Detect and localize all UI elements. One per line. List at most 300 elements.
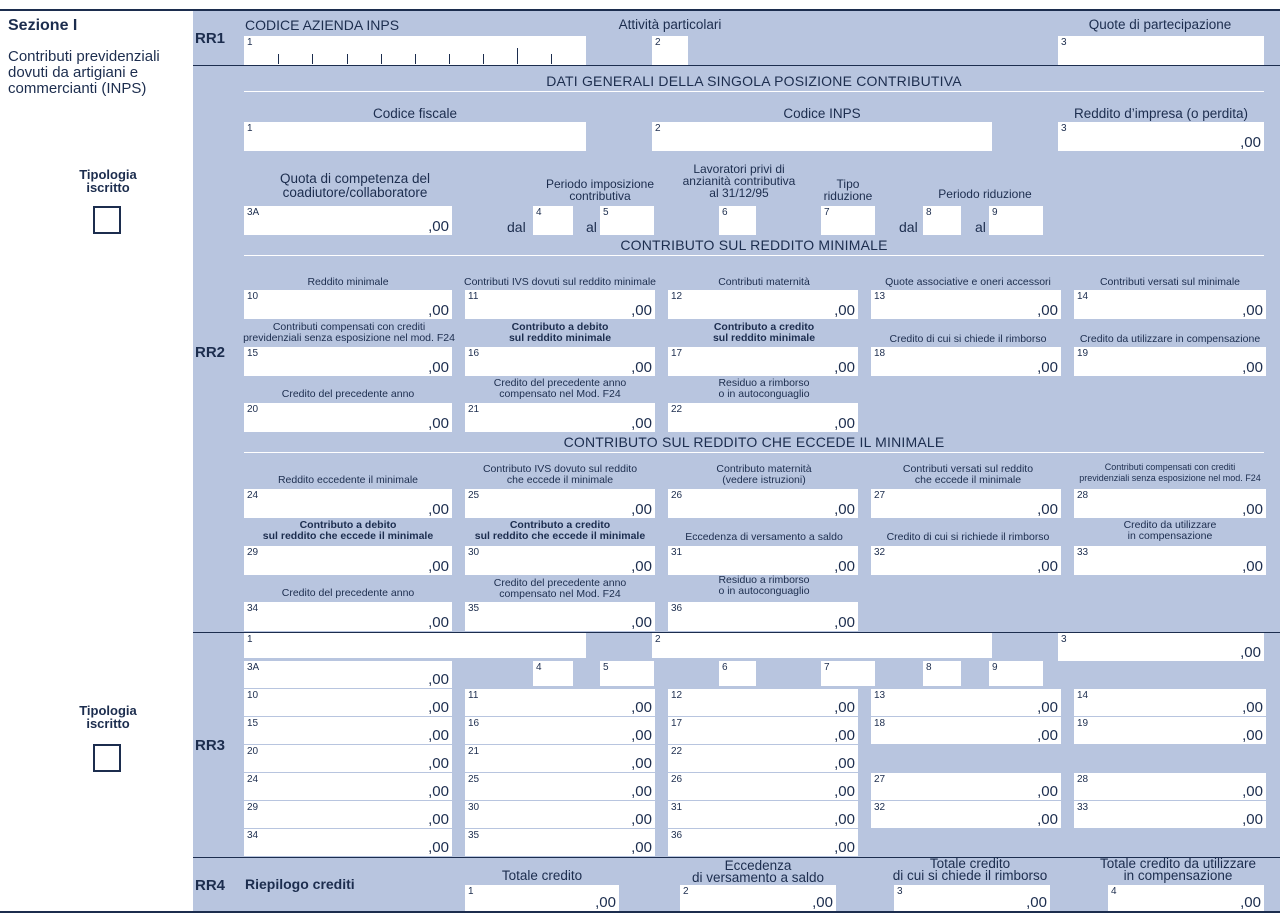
title-line: riduzione <box>823 189 873 203</box>
field-value: ,00 <box>1037 811 1058 828</box>
rr4-field-4[interactable] <box>1108 885 1264 911</box>
title-line: che eccede il minimale <box>506 474 614 486</box>
digit-tick <box>347 54 348 64</box>
field-number: 15 <box>247 348 259 359</box>
title-line: anzianità contributiva <box>682 174 796 188</box>
c35-title <box>462 578 658 600</box>
title-line: in compensazione <box>1127 530 1213 542</box>
row-label-rr1: RR1 <box>195 30 226 47</box>
field-number: 28 <box>1077 774 1089 785</box>
field-value: ,00 <box>631 415 652 432</box>
reddito-impresa-title: Reddito d’impresa (o perdita) <box>1073 106 1249 121</box>
minimale-title: CONTRIBUTO SUL REDDITO MINIMALE <box>620 237 888 253</box>
digit-tick <box>312 54 313 64</box>
field-value: ,00 <box>1037 699 1058 716</box>
title-line: Contributo a debito <box>511 321 609 333</box>
field-value: ,00 <box>1037 501 1058 518</box>
field-value: ,00 <box>428 501 449 518</box>
lavoratori-field[interactable] <box>719 206 756 235</box>
field-number: 9 <box>992 207 998 218</box>
field-31[interactable] <box>668 546 858 575</box>
title-line: Contributo IVS dovuto sul reddito <box>482 463 638 475</box>
field-value: ,00 <box>631 755 652 772</box>
rr3-field-28[interactable] <box>1074 773 1266 800</box>
field-number: 5 <box>603 662 609 673</box>
field-value: ,00 <box>1240 894 1261 911</box>
codice-inps-title: Codice INPS <box>783 106 861 121</box>
rr3-field-24[interactable] <box>244 773 452 800</box>
rr3-field-5[interactable] <box>600 661 654 686</box>
field-17[interactable] <box>668 347 858 376</box>
rr3-field-33[interactable] <box>1074 801 1266 828</box>
field-number: 24 <box>247 490 259 501</box>
title-line: (vedere istruzioni) <box>722 474 806 486</box>
field-35[interactable] <box>465 602 655 631</box>
rr3-field-30[interactable] <box>465 801 655 828</box>
periodo-riduzione-title: Periodo riduzione <box>938 187 1032 201</box>
field-29[interactable] <box>244 546 452 575</box>
c10-title: Reddito minimale <box>307 276 389 288</box>
field-number: 36 <box>671 603 683 614</box>
title-line: compensato nel Mod. F24 <box>499 588 621 600</box>
rr3-field-36[interactable] <box>668 829 858 856</box>
field-value: ,00 <box>1242 699 1263 716</box>
rr3-field-11[interactable] <box>465 689 655 716</box>
field-value: ,00 <box>428 783 449 800</box>
tipologia-label-line2: iscritto <box>86 180 130 195</box>
rr3-field-3[interactable] <box>1058 633 1264 661</box>
field-value: ,00 <box>1242 359 1263 376</box>
title-line: Totale credito da utilizzare <box>1099 856 1257 871</box>
section-sidebar <box>0 11 193 911</box>
tipologia-label-line1: Tipologia <box>79 167 137 182</box>
field-number: 29 <box>247 547 259 558</box>
field-value: ,00 <box>1242 501 1263 518</box>
rr4-field-3[interactable] <box>894 885 1050 911</box>
field-value: ,00 <box>428 839 449 856</box>
title-line: Contributo maternità <box>716 463 812 475</box>
field-number: 17 <box>671 718 683 729</box>
field-number: 34 <box>247 603 259 614</box>
field-value: ,00 <box>595 894 616 911</box>
rr3-field-34[interactable] <box>244 829 452 856</box>
field-number: 29 <box>247 802 259 813</box>
title-line: Contributo a credito <box>713 321 815 333</box>
field-number: 1 <box>247 37 253 48</box>
rr3-field-20[interactable] <box>244 745 452 772</box>
rr3-field-6[interactable] <box>719 661 756 686</box>
title-line: in compensazione <box>1123 868 1233 883</box>
field-number: 25 <box>468 490 480 501</box>
periodo-al-field[interactable] <box>586 206 654 235</box>
field-number: 21 <box>468 746 480 757</box>
quota-competenza-field[interactable] <box>244 206 452 235</box>
field-number: 22 <box>671 404 683 415</box>
rr3-field-13[interactable] <box>871 689 1061 716</box>
field-value: ,00 <box>631 699 652 716</box>
c34-title: Credito del precedente anno <box>281 587 415 599</box>
field-number: 3 <box>1061 123 1067 134</box>
field-number: 19 <box>1077 718 1089 729</box>
rr3-field-14[interactable] <box>1074 689 1266 716</box>
field-number: 28 <box>1077 490 1089 501</box>
title-line: Credito del precedente anno <box>493 577 627 589</box>
c22-title <box>666 378 862 400</box>
field-number: 16 <box>468 348 480 359</box>
row-label-rr2: RR2 <box>195 344 226 361</box>
field-value: ,00 <box>834 359 855 376</box>
field-10[interactable] <box>244 290 452 319</box>
field-number: 21 <box>468 404 480 415</box>
rr3-field-10[interactable] <box>244 689 452 716</box>
c28-title <box>1066 462 1274 484</box>
field-value: ,00 <box>428 558 449 575</box>
field-18[interactable] <box>871 347 1061 376</box>
field-number: 32 <box>874 547 886 558</box>
field-number: 1 <box>468 886 474 897</box>
field-value: ,00 <box>631 614 652 631</box>
c15-title <box>234 322 464 344</box>
title-line: previdenziali senza esposizione nel mod. F24 <box>1079 473 1261 483</box>
field-value: ,00 <box>428 614 449 631</box>
c31-title: Eccedenza di versamento a saldo <box>685 531 843 543</box>
title-line: Credito del precedente anno <box>493 377 627 389</box>
field-number: 5 <box>603 207 609 218</box>
field-number: 14 <box>1077 690 1089 701</box>
section-title: Sezione I <box>8 17 78 34</box>
title-line: Quota di competenza del <box>279 171 431 186</box>
riduzione-dal-field[interactable] <box>899 206 961 235</box>
field-27[interactable] <box>871 489 1061 518</box>
field-value: ,00 <box>428 302 449 319</box>
rr3-field-25[interactable] <box>465 773 655 800</box>
title-line: Eccedenza <box>724 858 792 873</box>
tipo-riduzione-title <box>810 178 886 202</box>
totale-credito-title: Totale credito <box>501 868 583 883</box>
field-number: 10 <box>247 291 259 302</box>
field-number: 3A <box>247 207 260 218</box>
field-13[interactable] <box>871 290 1061 319</box>
field-value: ,00 <box>1037 783 1058 800</box>
field-value: ,00 <box>1037 359 1058 376</box>
field-number: 18 <box>874 718 886 729</box>
section-rule <box>244 452 1264 453</box>
field-number: 12 <box>671 291 683 302</box>
quote-title: Quote di partecipazione <box>1088 17 1232 32</box>
field-value: ,00 <box>631 811 652 828</box>
field-number: 35 <box>468 830 480 841</box>
field-value: ,00 <box>631 727 652 744</box>
c11-title: Contributi IVS dovuti sul reddito minimale <box>463 276 656 288</box>
field-value: ,00 <box>1242 558 1263 575</box>
rr3-field-9[interactable] <box>989 661 1043 686</box>
totale-compensazione-title <box>1080 858 1276 882</box>
riduzione-al-field[interactable] <box>975 206 1043 235</box>
title-line: che eccede il minimale <box>914 474 1022 486</box>
field-number: 17 <box>671 348 683 359</box>
field-value: ,00 <box>834 755 855 772</box>
field-value: ,00 <box>631 501 652 518</box>
field-value: ,00 <box>428 699 449 716</box>
bottom-border <box>0 911 1280 913</box>
rr3-field-32[interactable] <box>871 801 1061 828</box>
title-line: Contributi versati sul reddito <box>902 463 1034 475</box>
field-value: ,00 <box>1242 811 1263 828</box>
section-rule <box>244 255 1264 256</box>
tipo-riduzione-field[interactable] <box>821 206 875 235</box>
field-value: ,00 <box>1026 894 1047 911</box>
attivita-field[interactable] <box>652 36 688 65</box>
c36-title <box>666 575 862 597</box>
field-value: ,00 <box>834 614 855 631</box>
field-number: 1 <box>247 634 253 645</box>
field-value: ,00 <box>1037 302 1058 319</box>
rr3-field-15[interactable] <box>244 717 452 744</box>
digit-tick <box>449 54 450 64</box>
field-26[interactable] <box>668 489 858 518</box>
rr3-field-12[interactable] <box>668 689 858 716</box>
field-number: 2 <box>655 37 661 48</box>
field-15[interactable] <box>244 347 452 376</box>
codice-inps-field[interactable] <box>652 122 992 151</box>
rr3-field-1[interactable] <box>244 633 586 658</box>
digit-tick <box>415 54 416 64</box>
field-value: ,00 <box>1037 727 1058 744</box>
field-34[interactable] <box>244 602 452 631</box>
rr3-field-8[interactable] <box>923 661 961 686</box>
title-line: sul reddito minimale <box>712 332 816 344</box>
title-line: sul reddito che eccede il minimale <box>262 530 434 542</box>
field-value: ,00 <box>812 894 833 911</box>
field-value: ,00 <box>834 727 855 744</box>
c12-title: Contributi maternità <box>718 276 810 288</box>
rr3-field-16[interactable] <box>465 717 655 744</box>
field-number: 6 <box>722 207 728 218</box>
title-line: sul reddito che eccede il minimale <box>474 530 646 542</box>
c17-title <box>666 322 862 344</box>
rr3-field-22[interactable] <box>668 745 858 772</box>
row-label-rr4: RR4 <box>195 877 226 894</box>
field-number: 30 <box>468 547 480 558</box>
field-22[interactable] <box>668 403 858 432</box>
c26-title <box>666 464 862 486</box>
c14-title: Contributi versati sul minimale <box>1099 276 1241 288</box>
tipologia-label-line1: Tipologia <box>79 703 137 718</box>
totale-rimborso-title <box>884 858 1056 882</box>
eccede-title: CONTRIBUTO SUL REDDITO CHE ECCEDE IL MINIMALE <box>563 434 945 450</box>
field-value: ,00 <box>1240 134 1261 151</box>
tipologia-label-rr2 <box>58 168 158 194</box>
title-line: sul reddito minimale <box>508 332 612 344</box>
field-number: 12 <box>671 690 683 701</box>
field-value: ,00 <box>834 839 855 856</box>
field-number: 13 <box>874 690 886 701</box>
rr1-separator <box>193 65 1280 66</box>
rr4-field-2[interactable] <box>680 885 836 911</box>
title-line: Residuo a rimborso <box>718 377 810 389</box>
field-number: 4 <box>536 207 542 218</box>
field-number: 22 <box>671 746 683 757</box>
field-value: ,00 <box>428 727 449 744</box>
c19-title: Credito da utilizzare in compensazione <box>1079 333 1261 345</box>
field-11[interactable] <box>465 290 655 319</box>
field-36[interactable] <box>668 602 858 631</box>
section-rule <box>244 91 1264 92</box>
rr3-field-3a[interactable] <box>244 661 452 688</box>
field-number: 33 <box>1077 802 1089 813</box>
rr3-field-31[interactable] <box>668 801 858 828</box>
field-28[interactable] <box>1074 489 1266 518</box>
field-number: 15 <box>247 718 259 729</box>
rr3-field-27[interactable] <box>871 773 1061 800</box>
field-20[interactable] <box>244 403 452 432</box>
title-line: coadiutore/collaboratore <box>282 185 428 200</box>
rr3-field-7[interactable] <box>821 661 875 686</box>
field-number: 25 <box>468 774 480 785</box>
c33-title <box>1074 520 1266 542</box>
rr3-field-17[interactable] <box>668 717 858 744</box>
field-number: 18 <box>874 348 886 359</box>
field-number: 4 <box>1111 886 1117 897</box>
field-14[interactable] <box>1074 290 1266 319</box>
title-line: di cui si chiede il rimborso <box>892 868 1048 883</box>
codice-fiscale-field[interactable] <box>244 122 586 151</box>
field-value: ,00 <box>428 359 449 376</box>
field-number: 11 <box>468 690 479 701</box>
field-number: 2 <box>655 634 661 645</box>
tipologia-label-line2: iscritto <box>86 716 130 731</box>
digit-tick <box>278 54 279 64</box>
c21-title <box>462 378 658 400</box>
field-number: 24 <box>247 774 259 785</box>
rr3-field-35[interactable] <box>465 829 655 856</box>
field-value: ,00 <box>631 839 652 856</box>
field-number: 14 <box>1077 291 1089 302</box>
digit-tick <box>381 54 382 64</box>
dal-label: dal <box>507 219 526 235</box>
dati-generali-title: DATI GENERALI DELLA SINGOLA POSIZIONE CONTRIBUTIVA <box>546 73 962 89</box>
attivita-title: Attività particolari <box>618 17 722 32</box>
quote-field[interactable] <box>1058 36 1264 65</box>
field-value: ,00 <box>834 302 855 319</box>
field-number: 2 <box>655 123 661 134</box>
title-line: o in autoconguaglio <box>718 585 810 597</box>
field-value: ,00 <box>1037 558 1058 575</box>
c13-title: Quote associative e oneri accessori <box>885 276 1051 288</box>
field-number: 8 <box>926 207 932 218</box>
field-number: 10 <box>247 690 259 701</box>
digit-tick <box>551 54 552 64</box>
codice-azienda-title: CODICE AZIENDA INPS <box>245 17 400 33</box>
c32-title: Credito di cui si richiede il rimborso <box>886 531 1050 543</box>
title-line: Periodo imposizione <box>545 177 655 191</box>
field-value: ,00 <box>1240 644 1261 661</box>
field-number: 4 <box>536 662 542 673</box>
field-number: 9 <box>992 662 998 673</box>
field-number: 30 <box>468 802 480 813</box>
title-line: Contributo a debito <box>299 519 397 531</box>
field-value: ,00 <box>428 811 449 828</box>
rr3-field-29[interactable] <box>244 801 452 828</box>
field-number: 13 <box>874 291 886 302</box>
tipologia-label-rr3 <box>58 704 158 730</box>
field-value: ,00 <box>631 783 652 800</box>
field-30[interactable] <box>465 546 655 575</box>
title-line: di versamento a saldo <box>691 870 825 885</box>
field-number: 36 <box>671 830 683 841</box>
field-value: ,00 <box>428 671 449 688</box>
title-line: contributiva <box>569 189 631 203</box>
al-label: al <box>975 219 986 235</box>
field-number: 33 <box>1077 547 1089 558</box>
field-value: ,00 <box>1242 302 1263 319</box>
rr4-field-1[interactable] <box>465 885 619 911</box>
eccedenza-title <box>680 860 836 884</box>
field-number: 20 <box>247 746 259 757</box>
field-number: 2 <box>683 886 689 897</box>
field-value: ,00 <box>834 558 855 575</box>
reddito-impresa-field[interactable] <box>1058 122 1264 151</box>
field-33[interactable] <box>1074 546 1266 575</box>
rr3-field-2[interactable] <box>652 633 992 658</box>
tipologia-checkbox-rr3[interactable] <box>93 744 121 772</box>
field-21[interactable] <box>465 403 655 432</box>
field-number: 35 <box>468 603 480 614</box>
rr3-field-26[interactable] <box>668 773 858 800</box>
title-line: Contributo a credito <box>509 519 611 531</box>
title-line: al 31/12/95 <box>709 186 769 200</box>
title-line: Totale credito <box>929 856 1011 871</box>
field-number: 3A <box>247 662 260 673</box>
rr3-field-19[interactable] <box>1074 717 1266 744</box>
rr3-field-4[interactable] <box>533 661 573 686</box>
field-number: 7 <box>824 662 830 673</box>
field-32[interactable] <box>871 546 1061 575</box>
field-number: 26 <box>671 774 683 785</box>
periodo-dal-field[interactable] <box>507 206 573 235</box>
field-12[interactable] <box>668 290 858 319</box>
field-number: 32 <box>874 802 886 813</box>
rr3-field-21[interactable] <box>465 745 655 772</box>
c24-title: Reddito eccedente il minimale <box>277 474 419 486</box>
field-value: ,00 <box>631 359 652 376</box>
field-number: 34 <box>247 830 259 841</box>
dal-label: dal <box>899 219 918 235</box>
c29-title <box>240 520 456 542</box>
field-19[interactable] <box>1074 347 1266 376</box>
field-value: ,00 <box>428 755 449 772</box>
c20-title: Credito del precedente anno <box>281 388 415 400</box>
codice-azienda-field[interactable] <box>244 36 586 65</box>
row-label-rr3: RR3 <box>195 737 226 754</box>
field-number: 11 <box>468 291 479 302</box>
field-number: 8 <box>926 662 932 673</box>
title-line: previdenziali senza esposizione nel mod. F24 <box>243 332 455 344</box>
digit-tick <box>483 54 484 64</box>
field-24[interactable] <box>244 489 452 518</box>
field-16[interactable] <box>465 347 655 376</box>
field-number: 1 <box>247 123 253 134</box>
field-25[interactable] <box>465 489 655 518</box>
lavoratori-title <box>664 163 814 199</box>
field-number: 3 <box>1061 634 1067 645</box>
field-number: 3 <box>897 886 903 897</box>
field-number: 3 <box>1061 37 1067 48</box>
rr3-field-18[interactable] <box>871 717 1061 744</box>
tipologia-checkbox-rr2[interactable] <box>93 206 121 234</box>
c30-title <box>458 520 662 542</box>
field-value: ,00 <box>834 415 855 432</box>
